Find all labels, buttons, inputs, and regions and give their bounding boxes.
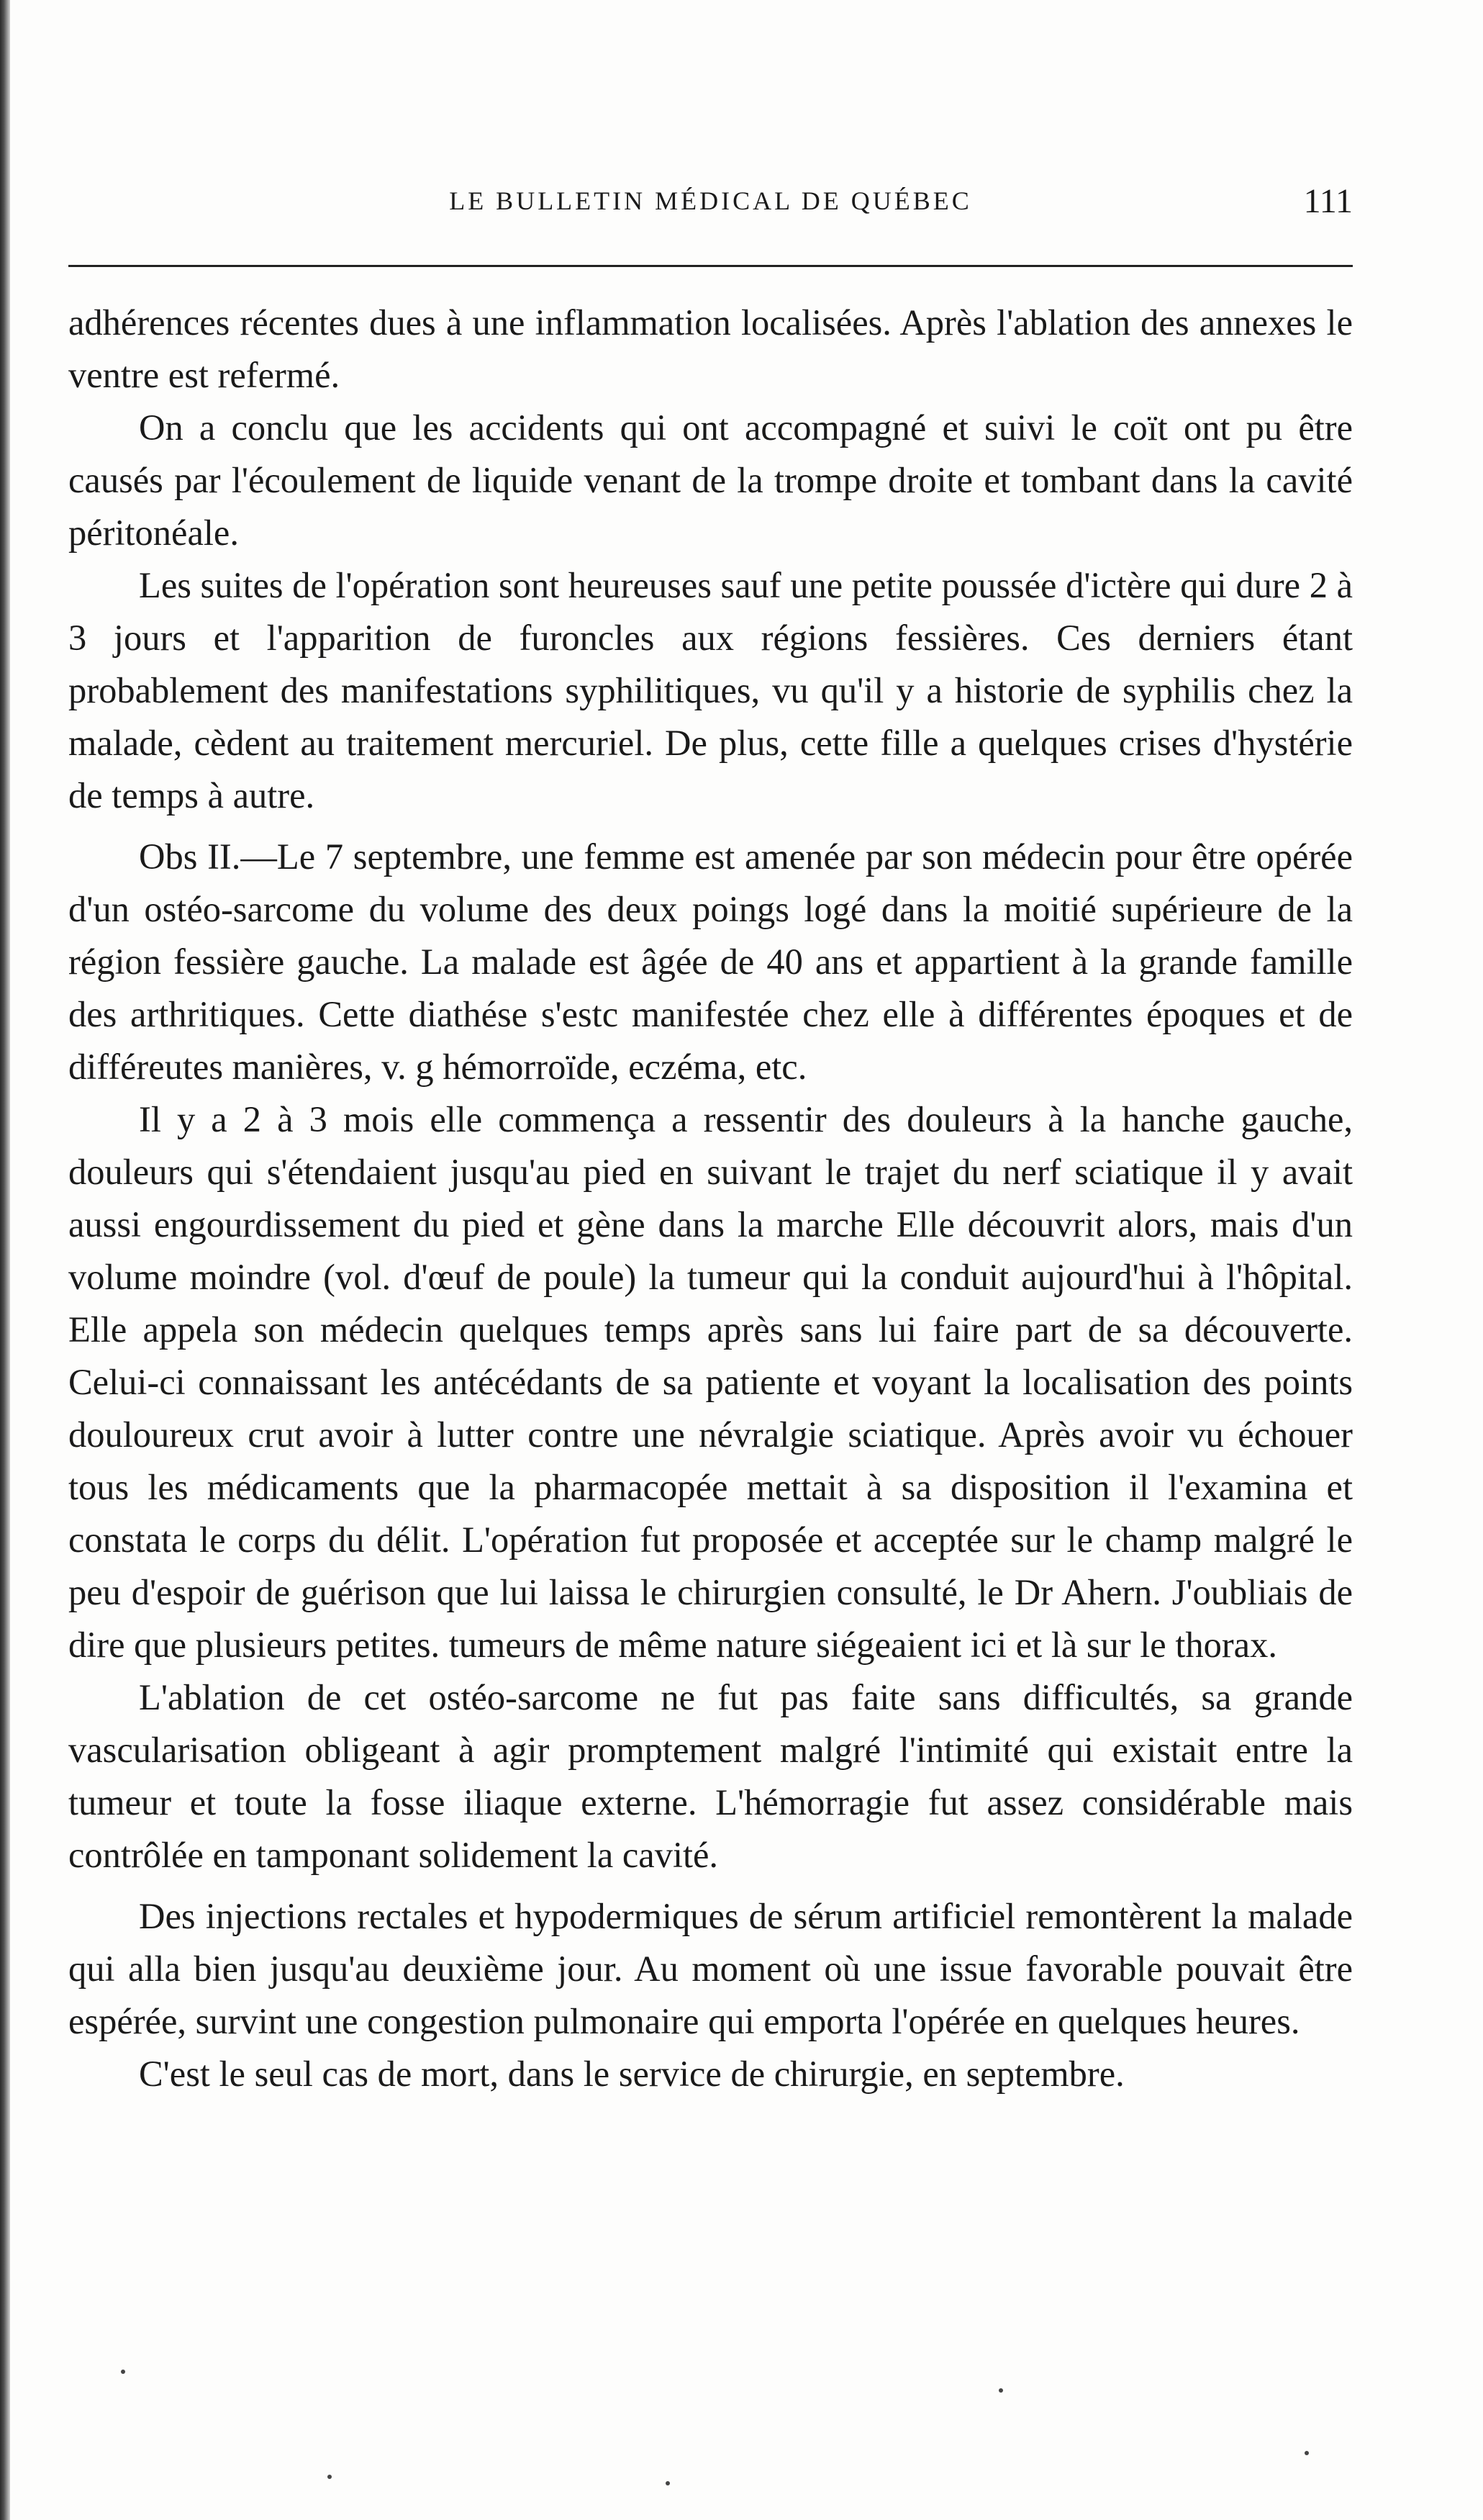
document-page	[68, 166, 1353, 2094]
paragraph-final-note: C'est le seul cas de mort, dans le service de chirurgie, en septembre.	[139, 2054, 1125, 2094]
paragraph-observation-ii: Obs II.—Le 7 septembre, une femme est amenée par son médecin pour être opérée d'un ostéo-sarcome du volume des deux poings logé dans la moitié supérieure de la région fessière gauche. La malade est âgée de 40 ans et appartient à la grande famille des arthritiques. Cette diathése s'estc manifestée chez elle à différentes époques et de différeutes manières, v. g hémorroïde, eczéma, etc.	[68, 836, 1353, 1087]
scan-speck	[121, 2370, 125, 2374]
scan-speck	[1305, 2451, 1309, 2455]
journal-title: LE BULLETIN MÉDICAL DE QUÉBEC	[449, 186, 972, 215]
header-divider	[68, 265, 1353, 267]
paragraph-postoperative: Les suites de l'opération sont heureuses sauf une petite poussée d'ictère qui dure 2 à 3 jours et l'apparition de furoncles aux régions fessières. Ces derniers étant probablement des manifestations syphilitiques, vu qu'il y a historie de syphilis chez la malade, cèdent au traitement mercuriel. De plus, cette fille a quelques crises d'hystérie de temps à autre.	[68, 565, 1353, 816]
running-header	[68, 166, 1353, 223]
article-body	[68, 297, 1353, 2100]
scan-binding-edge	[0, 0, 10, 2520]
paragraph-history: Il y a 2 à 3 mois elle commença a ressentir des douleurs à la hanche gauche, douleurs qui s'étendaient jusqu'au pied en suivant le trajet du nerf sciatique il y avait aussi engourdissement du pied et gène dans la marche Elle découvrit alors, mais d'un volume moindre (vol. d'œuf de poule) la tumeur qui la conduit aujourd'hui à l'hôpital. Elle appela son médecin quelques temps après sans lui faire part de sa découverte. Celui-ci connaissant les antécédants de sa patiente et voyant la localisation des points douloureux crut avoir à lutter contre une névralgie sciatique. Après avoir vu échouer tous les médicaments que la pharmacopée mettait à sa disposition il l'examina et constata le corps du délit. L'opération fut proposée et acceptée sur le champ malgré le peu d'espoir de guérison que lui laissa le chirurgien consulté, le Dr Ahern. J'oubliais de dire que plusieurs petites. tumeurs de même nature siégeaient ici et là sur le thorax.	[68, 1099, 1353, 1665]
scan-speck	[666, 2481, 670, 2485]
scan-speck	[327, 2475, 332, 2479]
scan-speck	[999, 2388, 1003, 2393]
paragraph-conclusion: On a conclu que les accidents qui ont accompagné et suivi le coït ont pu être causés par l'écoulement de liquide venant de la trompe droite et tombant dans la cavité péritonéale.	[68, 407, 1353, 553]
paragraph-ablation: L'ablation de cet ostéo-sarcome ne fut pas faite sans difficultés, sa grande vascularisation obligeant à agir promptement malgré l'intimité qui existait entre la tumeur et toute la fosse iliaque externe. L'hémorragie fut assez considérable mais contrôlée en tamponant solidement la cavité.	[68, 1677, 1353, 1875]
paragraph-outcome: Des injections rectales et hypodermiques de sérum artificiel remontèrent la malade qui alla bien jusqu'au deuxième jour. Au moment où une issue favorable pouvait être espérée, survint une congestion pulmonaire qui emporta l'opérée en quelques heures.	[68, 1896, 1353, 2041]
paragraph-continued: adhérences récentes dues à une inflammation localisées. Après l'ablation des annexes le ventre est refermé.	[68, 302, 1353, 395]
page-number: 111	[1303, 182, 1353, 220]
